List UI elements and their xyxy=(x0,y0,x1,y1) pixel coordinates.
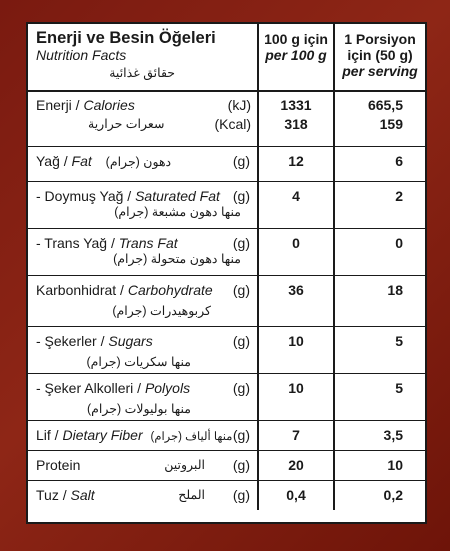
row-energy-per-serving xyxy=(335,91,425,146)
energy-ar: سعرات حرارية xyxy=(88,117,165,131)
salt-unit: (g) xyxy=(232,487,250,503)
row-saturated-fat-per-serving: 2 xyxy=(395,188,403,204)
carb-tr: Karbonhidrat / xyxy=(36,282,128,298)
transfat-unit: (g) xyxy=(232,235,250,251)
sugars-ar: منها سكريات (جرام) xyxy=(86,355,191,369)
fiber-unit: (g) xyxy=(232,427,250,443)
satfat-en: Saturated Fat xyxy=(135,188,220,204)
satfat-ar: منها دهون مشبعة (جرام) xyxy=(114,205,241,219)
row-salt-per-100g: 0,4 xyxy=(286,487,306,503)
col1-line2: per 100 g xyxy=(265,47,327,63)
label-subtitle-en: Nutrition Facts xyxy=(36,47,127,63)
fat-en: Fat xyxy=(71,153,92,169)
polyols-unit: (g) xyxy=(232,380,250,396)
row-dietary-fiber-per-serving: 3,5 xyxy=(383,427,403,443)
row-energy-name xyxy=(28,91,257,146)
polyols-tr: - Şeker Alkolleri / xyxy=(36,380,145,396)
column-header-per-100g xyxy=(259,24,333,90)
sugars-en: Sugars xyxy=(108,333,153,349)
satfat-tr: - Doymuş Yağ / xyxy=(36,188,136,204)
energy-kj-100g: 1331 xyxy=(280,97,312,113)
sugars-tr: - Şekerler / xyxy=(36,333,109,349)
label-title: Enerji ve Besin Öğeleri xyxy=(36,29,216,47)
fiber-en: Dietary Fiber xyxy=(62,427,143,443)
row-trans-fat-per-serving: 0 xyxy=(395,235,403,251)
label-subtitle-ar: حقائق غذائية xyxy=(109,66,175,80)
col2-line3: per serving xyxy=(342,63,418,79)
fiber-tr: Lif / xyxy=(36,427,63,443)
column-header-per-serving xyxy=(335,24,425,90)
row-sugars-per-serving: 5 xyxy=(395,333,403,349)
fat-tr: Yağ / xyxy=(36,153,72,169)
table-header-title xyxy=(28,24,257,90)
row-polyols-per-serving: 5 xyxy=(395,380,403,396)
polyols-ar: منها بوليولات (جرام) xyxy=(86,402,191,416)
row-fat-per-serving: 6 xyxy=(395,153,403,169)
fiber-ar: منها ألياف (جرام) xyxy=(150,431,233,443)
row-carbohydrate-name xyxy=(28,276,257,326)
row-carbohydrate-per-100g: 36 xyxy=(288,282,304,298)
energy-kcal-serving: 159 xyxy=(379,116,403,132)
fat-unit: (g) xyxy=(232,153,250,169)
row-saturated-fat-per-100g: 4 xyxy=(292,188,300,204)
row-carbohydrate-per-serving: 18 xyxy=(387,282,403,298)
energy-kj-serving: 665,5 xyxy=(367,97,403,113)
row-salt-name xyxy=(28,481,257,510)
carb-ar: كربوهيدرات (جرام) xyxy=(112,304,211,318)
sugars-unit: (g) xyxy=(232,333,250,349)
transfat-ar: منها دهون متحولة (جرام) xyxy=(113,252,241,266)
fat-ar: دهون (جرام) xyxy=(105,155,172,169)
col2-line1: 1 Porsiyon xyxy=(344,31,416,47)
row-dietary-fiber-name xyxy=(28,421,257,450)
protein-unit: (g) xyxy=(232,457,250,473)
row-saturated-fat-name xyxy=(28,182,257,228)
row-protein-name xyxy=(28,451,257,480)
row-fat-name xyxy=(28,147,257,181)
energy-en: Calories xyxy=(83,97,135,113)
protein-tr: Protein xyxy=(36,457,81,473)
row-fat-per-100g: 12 xyxy=(288,153,304,169)
energy-tr: Enerji / xyxy=(36,97,84,113)
transfat-tr: - Trans Yağ / xyxy=(36,235,119,251)
satfat-unit: (g) xyxy=(232,188,250,204)
energy-unit-kcal: (Kcal) xyxy=(214,116,251,132)
energy-kcal-100g: 318 xyxy=(284,116,308,132)
row-dietary-fiber-per-100g: 7 xyxy=(292,427,300,443)
nutrition-table xyxy=(28,24,425,522)
row-polyols-name xyxy=(28,374,257,420)
row-sugars-per-100g: 10 xyxy=(288,333,304,349)
polyols-en: Polyols xyxy=(144,380,191,396)
salt-ar: الملح xyxy=(178,488,205,502)
protein-ar: البروتين xyxy=(164,458,205,472)
col2-line2: için (50 g) xyxy=(347,47,413,63)
col1-line1: 100 g için xyxy=(264,31,328,47)
energy-unit-kj: (kJ) xyxy=(227,97,251,113)
nutrition-facts-label xyxy=(26,22,427,524)
row-salt-per-serving: 0,2 xyxy=(383,487,403,503)
row-protein-per-serving: 10 xyxy=(387,457,403,473)
salt-en: Salt xyxy=(70,487,95,503)
row-sugars-name xyxy=(28,327,257,373)
row-energy-per-100g xyxy=(259,91,333,146)
transfat-en: Trans Fat xyxy=(118,235,178,251)
salt-tr: Tuz / xyxy=(36,487,71,503)
row-trans-fat-name xyxy=(28,229,257,275)
carb-en: Carbohydrate xyxy=(127,282,213,298)
row-protein-per-100g: 20 xyxy=(288,457,304,473)
row-trans-fat-per-100g: 0 xyxy=(292,235,300,251)
row-polyols-per-100g: 10 xyxy=(288,380,304,396)
carb-unit: (g) xyxy=(232,282,250,298)
